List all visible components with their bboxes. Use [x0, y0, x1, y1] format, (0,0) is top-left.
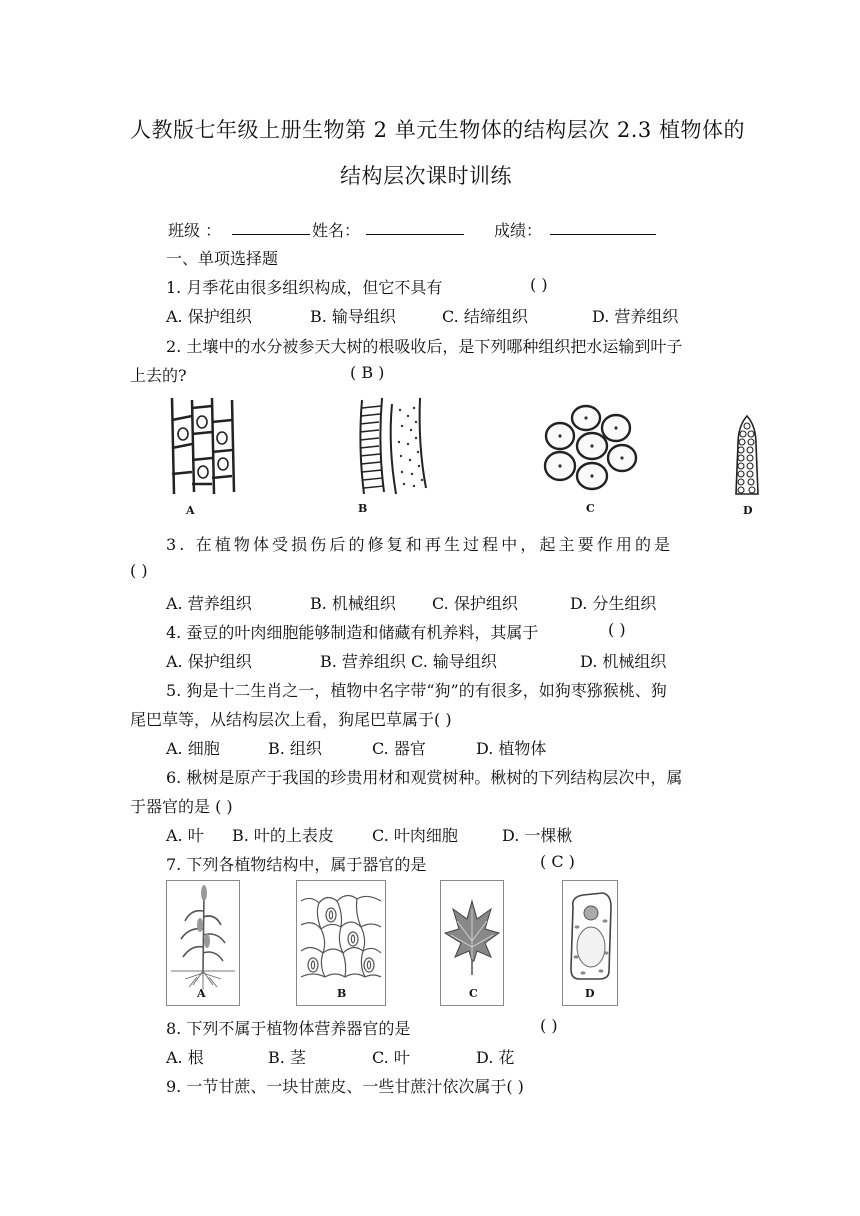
- q1-option-a: A. 保护组织: [166, 307, 252, 326]
- section-heading: 一、单项选择题: [166, 249, 279, 268]
- q8-option-b: B. 茎: [268, 1048, 306, 1067]
- q8-stem: 8. 下列不属于植物体营养器官的是: [166, 1019, 411, 1038]
- q7-label-a: A: [197, 987, 206, 1000]
- q1-option-b: B. 输导组织: [310, 307, 396, 326]
- q7-label-b: B: [337, 987, 347, 1000]
- q4-option-d: D. 机械组织: [580, 652, 667, 671]
- q6-option-a: A. 叶: [166, 826, 204, 845]
- q2-figure-a: [166, 394, 246, 517]
- q8-option-a: A. 根: [166, 1048, 204, 1067]
- q5-option-b: B. 组织: [268, 739, 322, 758]
- page-title-line2: 结构层次课时训练: [340, 164, 512, 188]
- q3-option-b: B. 机械组织: [310, 594, 396, 613]
- q1-option-d: D. 营养组织: [592, 307, 679, 326]
- q2-stem-line1: 2. 土壤中的水分被参天大树的根吸收后，是下列哪种组织把水运输到叶子: [166, 337, 683, 356]
- q7-figure-a: [166, 880, 240, 1006]
- q4-option-bc: B. 营养组织 C. 输导组织: [320, 652, 497, 671]
- q5-option-a: A. 细胞: [166, 739, 220, 758]
- q9-stem: 9. 一节甘蔗、一块甘蔗皮、一些甘蔗汁依次属于( ): [166, 1077, 524, 1096]
- q3-stem-line2: ( ): [130, 561, 148, 580]
- score-blank[interactable]: [550, 218, 656, 235]
- q6-option-b: B. 叶的上表皮: [232, 826, 334, 845]
- score-label: 成绩：: [494, 221, 543, 240]
- q2-label-d: D: [743, 504, 753, 517]
- q6-stem-line2: 于器官的是 ( ): [130, 797, 233, 816]
- q7-stem: 7. 下列各植物结构中，属于器官的是: [166, 855, 427, 874]
- q2-figure-d: [732, 414, 762, 517]
- q7-paren: ( C ): [540, 852, 575, 871]
- q8-paren: ( ): [540, 1016, 558, 1035]
- q6-option-c: C. 叶肉细胞: [372, 826, 458, 845]
- q5-stem-line1: 5. 狗是十二生肖之一，植物中名字带“狗”的有很多，如狗枣猕猴桃、狗: [166, 681, 667, 700]
- q2-stem-line2: 上去的?: [130, 366, 187, 385]
- q6-option-d: D. 一棵楸: [502, 826, 573, 845]
- q7-figure-c: [440, 880, 504, 1006]
- q3-option-a: A. 营养组织: [166, 594, 252, 613]
- q5-stem-line2: 尾巴草等，从结构层次上看，狗尾巴草属于( ): [130, 710, 452, 729]
- q1-option-c: C. 结缔组织: [442, 307, 528, 326]
- q1-paren: ( ): [530, 275, 548, 294]
- q4-option-a: A. 保护组织: [166, 652, 252, 671]
- q2-figure-c: [542, 404, 638, 515]
- q1-stem: 1. 月季花由很多组织构成，但它不具有: [166, 278, 443, 297]
- q2-paren: ( B ): [350, 363, 385, 382]
- q3-option-d: D. 分生组织: [570, 594, 657, 613]
- q7-figure-d: [562, 880, 618, 1006]
- q8-option-d: D. 花: [476, 1048, 515, 1067]
- q8-option-c: C. 叶: [372, 1048, 410, 1067]
- q7-figure-b: [296, 880, 386, 1006]
- q3-option-c: C. 保护组织: [432, 594, 518, 613]
- q2-figure-b: [356, 396, 436, 515]
- q2-label-a: A: [186, 504, 195, 517]
- q4-paren: ( ): [608, 620, 626, 639]
- q6-stem-line1: 6. 楸树是原产于我国的珍贵用材和观赏树种。楸树的下列结构层次中，属: [166, 768, 683, 787]
- class-blank[interactable]: [232, 218, 310, 235]
- q2-label-c: C: [586, 502, 595, 515]
- q2-label-b: B: [358, 502, 368, 515]
- q7-label-c: C: [469, 987, 478, 1000]
- q5-option-d: D. 植物体: [476, 739, 547, 758]
- q5-option-c: C. 器官: [372, 739, 426, 758]
- class-label: 班级 ：: [168, 221, 222, 240]
- q4-stem: 4. 蚕豆的叶肉细胞能够制造和储藏有机养料，其属于: [166, 623, 539, 642]
- q7-label-d: D: [585, 987, 595, 1000]
- page-title-line1: 人教版七年级上册生物第 2 单元生物体的结构层次 2.3 植物体的: [130, 118, 745, 142]
- name-blank[interactable]: [366, 218, 464, 235]
- name-label: 姓名：: [312, 221, 361, 240]
- q3-stem-line1: 3. 在植物体受损伤后的修复和再生过程中，起主要作用的是: [166, 535, 674, 554]
